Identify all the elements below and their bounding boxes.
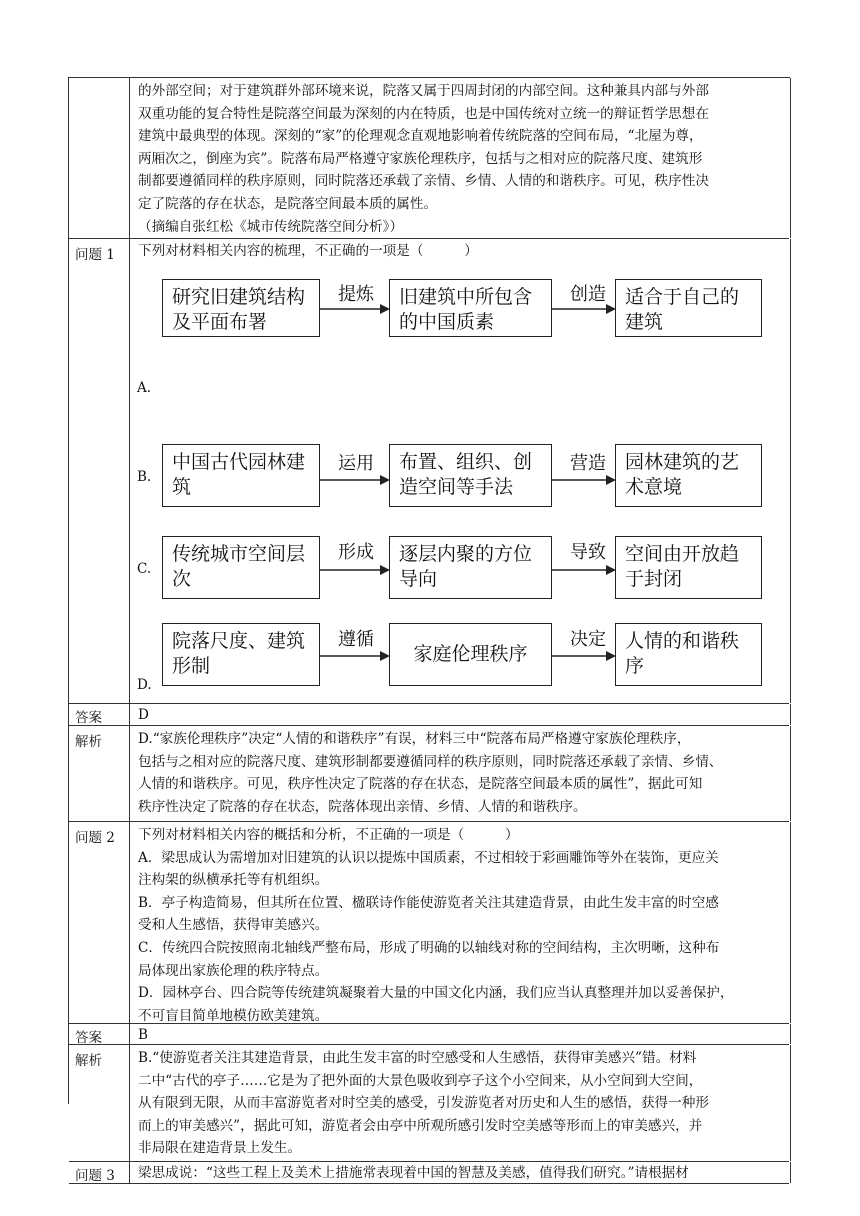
explanation-1-text bbox=[138, 728, 784, 818]
flow-box: 人情的和谐秩序 bbox=[615, 623, 762, 686]
explanation-line: 非局限在建造背景上发生。 bbox=[138, 1140, 302, 1157]
flow-box: 适合于自己的建筑 bbox=[615, 279, 762, 337]
flow-box: 旧建筑中所包含的中国质素 bbox=[389, 279, 552, 337]
option-letter: D. bbox=[137, 677, 152, 693]
explanation-line: 包括与之相对应的院落尺度、建筑形制都要遵循同样的秩序原则，同时院落还承载了亲情、乡情、 bbox=[138, 753, 723, 770]
question-2-line: B．亭子构造简易，但其所在位置、楹联诗作能使游览者关注其建造背景，由此生发丰富的时空感 bbox=[138, 894, 719, 911]
arrow-icon bbox=[552, 299, 616, 319]
qa-table bbox=[68, 77, 790, 1184]
flow-box: 逐层内聚的方位导向 bbox=[389, 536, 552, 599]
material-label-cell bbox=[69, 78, 130, 238]
flow-box: 园林建筑的艺术意境 bbox=[615, 444, 762, 507]
flow-box: 研究旧建筑结构及平面布署 bbox=[162, 279, 320, 337]
question-2-text bbox=[138, 824, 784, 1027]
flow-box: 中国古代园林建筑 bbox=[162, 444, 320, 507]
explanation-line: 二中“古代的亭子……它是为了把外面的大景色吸收到亭子这个小空间来，从小空间到大空间， bbox=[138, 1072, 703, 1089]
question-1-label: 问题 1 bbox=[69, 239, 130, 703]
explanation-2-row bbox=[69, 1045, 789, 1162]
flow-verb: 遵循 bbox=[338, 629, 374, 650]
flow-verb: 运用 bbox=[338, 453, 374, 474]
arrow-icon bbox=[320, 560, 390, 580]
question-1-row bbox=[69, 239, 789, 704]
answer-1-row bbox=[69, 704, 789, 726]
material-source: （摘编自张红松《城市传统院落空间分析》） bbox=[138, 218, 404, 235]
flow-verb: 创造 bbox=[570, 284, 606, 305]
question-2-line: 局体现出家族伦理的秩序特点。 bbox=[138, 962, 329, 979]
arrow-icon bbox=[320, 646, 390, 666]
explanation-line: D.“家族伦理秩序”决定“人情的和谐秩序”有误，材料三中“院落布局严格遵守家族伦理秩序， bbox=[138, 731, 691, 747]
material-text bbox=[138, 80, 784, 238]
answer-2-label: 答案 bbox=[69, 1024, 130, 1044]
option-letter: B. bbox=[137, 469, 152, 485]
material-line: 两厢次之，倒座为宾”。院落布局严格遵守家族伦理秩序，包括与之相对应的院落尺度、建筑形 bbox=[138, 150, 703, 167]
explanation-2-text bbox=[138, 1047, 784, 1160]
flow-box: 家庭伦理秩序 bbox=[389, 623, 552, 686]
question-3-row bbox=[69, 1162, 789, 1184]
question-3-label: 问题 3 bbox=[69, 1162, 130, 1183]
answer-1-label: 答案 bbox=[69, 704, 130, 725]
explanation-1-label: 解析 bbox=[69, 726, 130, 821]
question-2-line: 注构架的纵横承托等有机组织。 bbox=[138, 872, 329, 889]
question-2-line: C．传统四合院按照南北轴线严整布局，形成了明确的以轴线对称的空间结构，主次明晰，这种布 bbox=[138, 939, 720, 956]
question-2-line: A．梁思成认为需增加对旧建筑的认识以提炼中国质素，不过相较于彩画雕饰等外在装饰，更应关 bbox=[138, 849, 719, 866]
option-letter: A. bbox=[137, 380, 152, 396]
question-2-line: 受和人生感悟，获得审美感兴。 bbox=[138, 917, 329, 934]
material-line: 的外部空间；对于建筑群外部环境来说，院落又属于四周封闭的内部空间。这种兼具内部与外部 bbox=[138, 83, 709, 99]
material-line: 制都要遵循同样的秩序原则，同时院落还承载了亲情、乡情、人情的和谐秩序。可见，秩序性决 bbox=[138, 173, 709, 190]
arrow-icon bbox=[552, 470, 616, 490]
flow-box: 传统城市空间层次 bbox=[162, 536, 320, 599]
arrow-icon bbox=[320, 299, 390, 319]
material-row bbox=[69, 78, 789, 239]
question-1-prompt: 下列对材料相关内容的梳理，不正确的一项是（ ） bbox=[138, 243, 478, 259]
flow-verb: 营造 bbox=[570, 453, 606, 474]
flow-verb: 决定 bbox=[570, 629, 606, 650]
material-line: 建筑中最典型的体现。深刻的“家”的伦理观念直观地影响着传统院落的空间布局，“北屋为尊， bbox=[138, 128, 703, 145]
flow-verb: 导致 bbox=[570, 542, 606, 563]
flow-box: 院落尺度、建筑形制 bbox=[162, 623, 320, 686]
material-line: 定了院落的存在状态，是院落空间最本质的属性。 bbox=[138, 195, 438, 212]
question-2-line: D．园林亭台、四合院等传统建筑凝聚着大量的中国文化内涵，我们应当认真整理并加以妥善保护， bbox=[138, 985, 734, 1002]
explanation-line: 秩序性决定了院落的存在状态，院落体现出亲情、乡情、人情的和谐秩序。 bbox=[138, 798, 587, 815]
arrow-icon bbox=[320, 470, 390, 490]
explanation-1-row bbox=[69, 726, 789, 822]
question-2-row bbox=[69, 822, 789, 1024]
arrow-icon bbox=[552, 560, 616, 580]
answer-1-value: D bbox=[138, 707, 149, 723]
answer-2-value: B bbox=[138, 1027, 148, 1043]
option-letter: C. bbox=[137, 561, 152, 577]
flow-box: 布置、组织、创造空间等手法 bbox=[389, 444, 552, 507]
question-2-label: 问题 2 bbox=[69, 822, 130, 1023]
question-3-text: 梁思成说：“这些工程上及美术上措施常表现着中国的智慧及美感，值得我们研究。”请根据材 bbox=[138, 1165, 689, 1181]
explanation-2-label: 解析 bbox=[69, 1045, 130, 1161]
flow-box: 空间由开放趋于封闭 bbox=[615, 536, 762, 599]
explanation-line: 而上的审美感兴”，据此可知，游览者会由亭中所观所感引发时空美感等形而上的审美感兴，并 bbox=[138, 1117, 703, 1134]
explanation-line: 人情的和谐秩序。可见，秩序性决定了院落的存在状态，是院落空间最本质的属性”，据此可知 bbox=[138, 776, 703, 793]
explanation-line: 从有限到无限，从而丰富游览者对时空美的感受，引发游览者对历史和人生的感悟，获得一种形 bbox=[138, 1095, 709, 1112]
arrow-icon bbox=[552, 646, 616, 666]
flow-verb: 提炼 bbox=[338, 284, 374, 305]
answer-2-row bbox=[69, 1024, 789, 1045]
material-line: 双重功能的复合特性是院落空间最为深刻的内在特质，也是中国传统对立统一的辩证哲学思想在 bbox=[138, 105, 709, 122]
question-2-line: 不可盲目简单地模仿欧美建筑。 bbox=[138, 1007, 329, 1024]
question-2-prompt: 下列对材料相关内容的概括和分析，不正确的一项是（ ） bbox=[138, 827, 519, 843]
explanation-line: B.“使游览者关注其建造背景，由此生发丰富的时空感受和人生感悟，获得审美感兴”错。材料 bbox=[138, 1050, 697, 1066]
flow-verb: 形成 bbox=[338, 542, 374, 563]
